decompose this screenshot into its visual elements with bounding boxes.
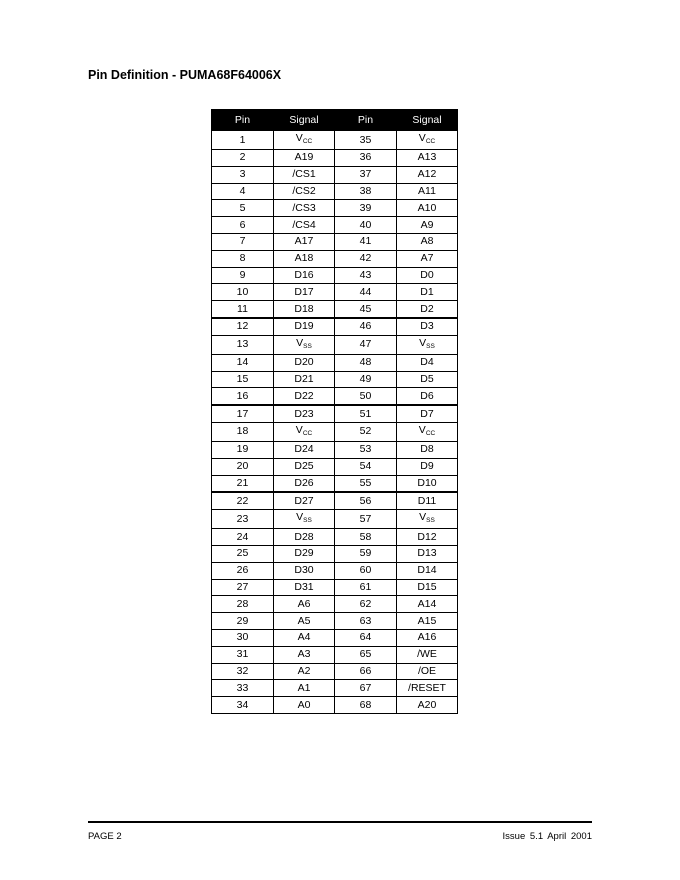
signal-name: D24 [274,441,335,458]
table-row [212,388,458,405]
pin-number: 50 [335,388,397,405]
table-row [212,680,458,697]
table-row [212,131,458,150]
table-row [212,596,458,613]
pin-number: 11 [212,301,274,318]
signal-name: A20 [397,697,458,714]
signal-name [274,335,335,354]
pin-number: 42 [335,250,397,267]
signal-name: D31 [274,579,335,596]
pin-number: 31 [212,646,274,663]
page-title: Pin Definition - PUMA68F64006X [88,68,282,82]
signal-name: D12 [397,529,458,546]
signal-name: A0 [274,697,335,714]
pin-number: 56 [335,492,397,509]
table-row [212,335,458,354]
table-row [212,284,458,301]
pin-number: 59 [335,545,397,562]
pin-number: 4 [212,183,274,200]
pin-number: 5 [212,200,274,217]
signal-name: A8 [397,233,458,250]
signal-name [397,510,458,529]
table-row [212,579,458,596]
signal-base: V [296,511,304,524]
signal-name: /CS1 [274,166,335,183]
signal-name: A16 [397,629,458,646]
pin-number: 51 [335,405,397,422]
table-row [212,475,458,492]
footer-divider [88,821,592,823]
pin-number: 1 [212,131,274,150]
signal-name: D22 [274,388,335,405]
pin-number: 39 [335,200,397,217]
pin-number: 8 [212,250,274,267]
table-row [212,301,458,318]
pin-number: 6 [212,217,274,234]
signal-name: D19 [274,318,335,335]
pin-number: 41 [335,233,397,250]
signal-name: A2 [274,663,335,680]
table-row [212,318,458,335]
table-row [212,629,458,646]
table-row [212,646,458,663]
signal-subscript: CC [302,138,313,145]
pin-number: 53 [335,441,397,458]
signal-name: D28 [274,529,335,546]
table-row [212,422,458,441]
signal-name: A12 [397,166,458,183]
pin-number: 22 [212,492,274,509]
page-number: PAGE 2 [88,831,122,842]
header-signal: Signal [274,110,335,131]
pin-number: 16 [212,388,274,405]
pin-number: 10 [212,284,274,301]
table-row [212,405,458,422]
table-row [212,663,458,680]
table-row [212,217,458,234]
pin-number: 62 [335,596,397,613]
pin-number: 67 [335,680,397,697]
table-row [212,458,458,475]
signal-name: D6 [397,388,458,405]
pin-number: 34 [212,697,274,714]
pin-number: 23 [212,510,274,529]
pin-number: 40 [335,217,397,234]
table-row [212,613,458,630]
signal-name: A9 [397,217,458,234]
signal-name: D26 [274,475,335,492]
header-pin: Pin [335,110,397,131]
pin-number: 58 [335,529,397,546]
signal-name [397,131,458,150]
signal-base: V [419,511,427,524]
pin-number: 32 [212,663,274,680]
pin-number: 17 [212,405,274,422]
signal-base: V [419,336,427,349]
signal-base: V [295,423,303,436]
pin-number: 19 [212,441,274,458]
signal-name: D5 [397,371,458,388]
signal-base: V [295,132,303,144]
signal-name: A14 [397,596,458,613]
signal-base: V [296,336,304,349]
signal-name [397,422,458,441]
header-signal: Signal [397,110,458,131]
signal-name: D13 [397,545,458,562]
pin-number: 37 [335,166,397,183]
table-row [212,697,458,714]
signal-name: D16 [274,267,335,284]
pin-number: 14 [212,354,274,371]
signal-name: D3 [397,318,458,335]
pin-number: 45 [335,301,397,318]
signal-name: D4 [397,354,458,371]
signal-name: A6 [274,596,335,613]
pin-number: 29 [212,613,274,630]
signal-name: A5 [274,613,335,630]
table-row [212,562,458,579]
pin-number: 66 [335,663,397,680]
pin-number: 24 [212,529,274,546]
signal-name: A17 [274,233,335,250]
pin-number: 52 [335,422,397,441]
signal-name: A13 [397,150,458,167]
signal-name [274,510,335,529]
signal-name: A3 [274,646,335,663]
signal-name: /RESET [397,680,458,697]
pin-number: 3 [212,166,274,183]
signal-name: /WE [397,646,458,663]
pin-number: 33 [212,680,274,697]
signal-name [274,422,335,441]
signal-name: D30 [274,562,335,579]
signal-name: A19 [274,150,335,167]
signal-name [397,335,458,354]
pin-number: 46 [335,318,397,335]
pin-number: 2 [212,150,274,167]
pin-number: 30 [212,629,274,646]
signal-name: A10 [397,200,458,217]
pin-number: 43 [335,267,397,284]
signal-name: D21 [274,371,335,388]
signal-name: D23 [274,405,335,422]
pin-number: 38 [335,183,397,200]
pin-number: 7 [212,233,274,250]
header-pin: Pin [212,110,274,131]
signal-name: A7 [397,250,458,267]
signal-name: D25 [274,458,335,475]
signal-name: A11 [397,183,458,200]
table-row [212,492,458,509]
pin-number: 9 [212,267,274,284]
issue-date: Issue 5.1 April 2001 [502,831,592,842]
pin-definition-table [211,109,458,714]
pin-number: 18 [212,422,274,441]
table-row [212,233,458,250]
pin-number: 57 [335,510,397,529]
signal-name: /CS3 [274,200,335,217]
signal-name: D0 [397,267,458,284]
signal-name: /CS4 [274,217,335,234]
signal-name: D11 [397,492,458,509]
signal-name: A15 [397,613,458,630]
pin-number: 21 [212,475,274,492]
signal-name: D2 [397,301,458,318]
pin-number: 63 [335,613,397,630]
pin-number: 65 [335,646,397,663]
pin-number: 55 [335,475,397,492]
signal-name: D8 [397,441,458,458]
table-row [212,150,458,167]
signal-subscript: SS [426,517,435,525]
signal-name: D1 [397,284,458,301]
signal-name: A4 [274,629,335,646]
pin-number: 28 [212,596,274,613]
signal-subscript: SS [303,517,312,525]
table-row [212,371,458,388]
signal-subscript: CC [425,429,436,437]
signal-subscript: CC [302,429,313,437]
pin-number: 15 [212,371,274,388]
table-row [212,354,458,371]
signal-name: D7 [397,405,458,422]
signal-name: /CS2 [274,183,335,200]
signal-name: D18 [274,301,335,318]
table-row [212,545,458,562]
signal-name: D29 [274,545,335,562]
pin-number: 60 [335,562,397,579]
pin-number: 48 [335,354,397,371]
table-row [212,529,458,546]
table-row [212,183,458,200]
pin-number: 49 [335,371,397,388]
signal-name: D27 [274,492,335,509]
pin-number: 36 [335,150,397,167]
signal-name: D14 [397,562,458,579]
signal-base: V [418,423,426,436]
signal-name: D20 [274,354,335,371]
table-row [212,441,458,458]
signal-name [274,131,335,150]
table-body [212,131,458,714]
pin-number: 20 [212,458,274,475]
signal-name: D10 [397,475,458,492]
pin-number: 54 [335,458,397,475]
table-row [212,510,458,529]
signal-name: A1 [274,680,335,697]
signal-subscript: CC [425,138,436,145]
signal-name: D15 [397,579,458,596]
signal-base: V [418,132,426,144]
pin-number: 13 [212,335,274,354]
pin-number: 25 [212,545,274,562]
pin-number: 35 [335,131,397,150]
pin-number: 12 [212,318,274,335]
pin-number: 68 [335,697,397,714]
pin-number: 27 [212,579,274,596]
pin-number: 47 [335,335,397,354]
table-row [212,267,458,284]
pin-number: 64 [335,629,397,646]
table-row [212,250,458,267]
signal-name: D17 [274,284,335,301]
signal-subscript: SS [303,342,312,350]
table-row [212,166,458,183]
pin-number: 26 [212,562,274,579]
pin-number: 61 [335,579,397,596]
table-row [212,200,458,217]
signal-name: A18 [274,250,335,267]
signal-subscript: SS [426,342,435,350]
table-header-row [212,110,458,131]
pin-number: 44 [335,284,397,301]
signal-name: /OE [397,663,458,680]
signal-name: D9 [397,458,458,475]
